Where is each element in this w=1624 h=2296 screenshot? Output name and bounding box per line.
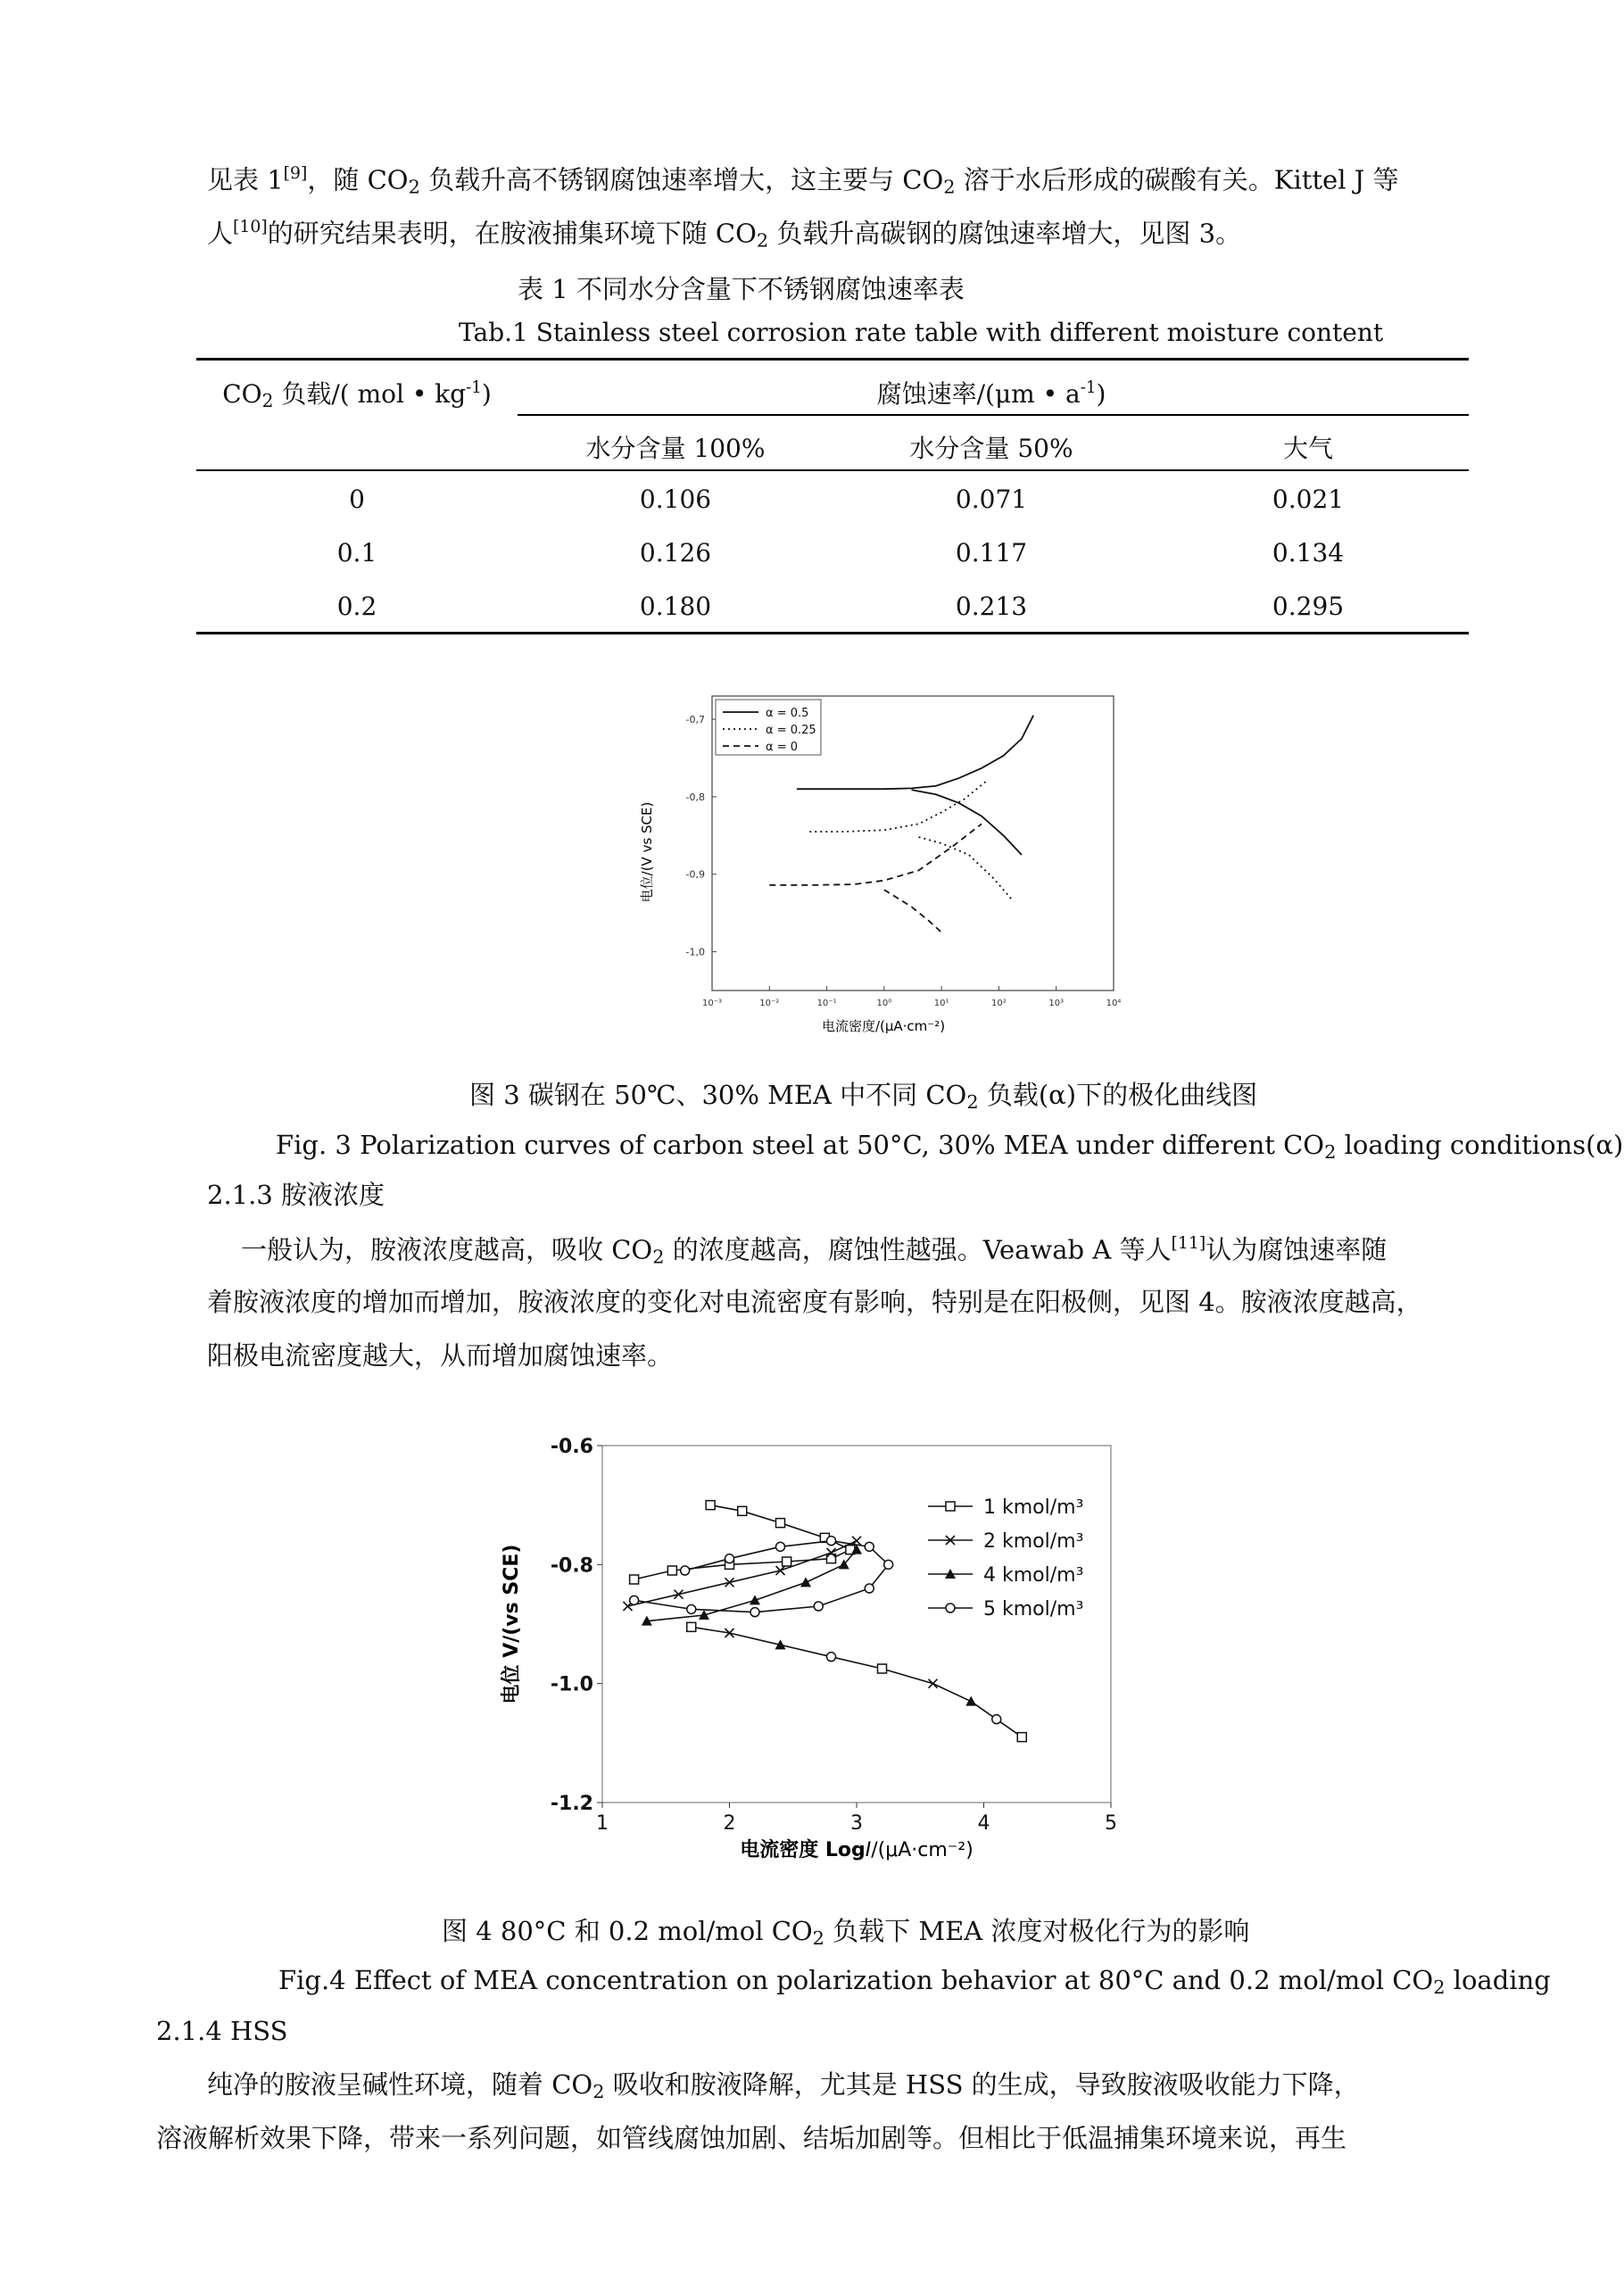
figure4-data-point: [878, 1664, 887, 1673]
figure4-legend-label: 5 kmol/m³: [983, 1598, 1084, 1620]
section-213-heading: 2.1.3 胺液浓度: [207, 1180, 385, 1210]
figure3-caption-en: Fig. 3 Polarization curves of carbon steel at 50°C, 30% MEA under different $CO_2$ loading conditions(α): [276, 1130, 1624, 1164]
figure4-x-tick-label: 5: [1105, 1812, 1117, 1835]
figure3-x-tick-label: 10⁰: [876, 999, 892, 1008]
table-top-rule: [196, 358, 1469, 361]
figure4-data-point: [929, 1679, 938, 1688]
figure3-x-tick-label: 10⁻³: [701, 999, 723, 1008]
table-subheader: 水分含量 50%: [909, 434, 1073, 463]
table-cell: 0.106: [639, 485, 712, 514]
table-cell: 0.021: [1272, 485, 1345, 514]
figure3-x-tick-label: 10⁻²: [759, 999, 780, 1008]
figure4-data-point: [992, 1715, 1001, 1724]
table-header-corrosion-rate: 腐蚀速率/(μm • $a^{-1}$): [876, 378, 1106, 409]
figure3-series-line: [912, 790, 1022, 855]
table-cell: 0: [349, 485, 365, 514]
figure4-x-tick-label: 2: [723, 1812, 736, 1835]
figure4-data-point: [667, 1566, 676, 1575]
figure4-series-line: [692, 1627, 1023, 1737]
table-cell: 0.1: [336, 538, 377, 568]
figure4-data-point: [687, 1604, 696, 1613]
figure4-x-tick-label: 4: [977, 1812, 990, 1835]
figure4-data-point: [681, 1566, 690, 1575]
figure4-data-point: [1017, 1733, 1026, 1742]
figure4-legend-label: 2 kmol/m³: [983, 1530, 1084, 1553]
figure3-x-tick-label: 10⁴: [1106, 999, 1122, 1008]
figure3-svg: [616, 687, 1124, 1044]
figure4-y-tick-label: -0.6: [550, 1436, 593, 1458]
figure4-data-point: [814, 1602, 823, 1611]
figure4-data-point: [776, 1542, 785, 1551]
figure4-legend-marker: [946, 1502, 955, 1511]
intro-line-2: 人[10]的研究结果表明，在胺液捕集环境下随 $CO_2$ 负载升高碳钢的腐蚀速率增大，见图 3。: [207, 218, 1242, 252]
figure4-data-point: [750, 1595, 760, 1604]
figure4-data-point: [706, 1501, 715, 1510]
table-cell: 0.295: [1272, 592, 1345, 621]
figure4-x-tick-label: 3: [850, 1812, 863, 1835]
figure4-data-point: [865, 1542, 874, 1551]
figure4-legend-label: 1 kmol/m³: [983, 1496, 1084, 1519]
figure3-x-axis-label: 电流密度/(μA·cm⁻²): [821, 1018, 946, 1034]
figure4-data-point: [630, 1596, 639, 1604]
figure4-data-point: [750, 1608, 759, 1617]
figure4-data-point: [827, 1653, 836, 1662]
figure4-legend-marker: [946, 1604, 955, 1612]
section-214-line-1: 纯净的胺液呈碱性环境，随着 $CO_2$ 吸收和胺液降解，尤其是 HSS 的生成，导致胺液吸收能力下降，: [207, 2069, 1360, 2103]
figure4-svg: [491, 1428, 1151, 1874]
figure3-series-line: [919, 837, 1014, 901]
figure4-data-point: [725, 1554, 734, 1563]
figure4-y-axis-label: 电位 V/(vs SCE): [501, 1544, 523, 1704]
table-bottom-rule: [196, 632, 1469, 634]
table-cell: 0.071: [955, 485, 1028, 514]
figure4-legend-label: 4 kmol/m³: [983, 1564, 1084, 1587]
figure4-y-tick-label: -1.2: [550, 1793, 593, 1815]
figure4-y-tick-label: -1.0: [550, 1673, 593, 1696]
figure3-series-line: [797, 716, 1033, 790]
figure3-y-tick-label: -1,0: [685, 946, 705, 958]
figure3-legend-label: α = 0: [766, 741, 798, 754]
figure4-data-point: [827, 1537, 836, 1546]
section-214-line-2: 溶液解析效果下降，带来一系列问题，如管线腐蚀加剧、结垢加剧等。但相比于低温捕集环境来说，再生: [156, 2123, 1347, 2153]
figure3-x-tick-label: 10²: [991, 999, 1007, 1008]
figure4-data-point: [738, 1506, 747, 1515]
figure4-x-tick-label: 1: [596, 1812, 609, 1835]
figure3-y-tick-label: -0,9: [685, 868, 705, 881]
section-214-heading: 2.1.4 HSS: [156, 2016, 288, 2046]
figure4-data-point: [687, 1622, 696, 1631]
figure3-y-tick-label: -0,7: [685, 714, 705, 726]
figure4-data-point: [865, 1584, 874, 1593]
figure4-caption-cn: 图 4 80°C 和 0.2 mol/mol $CO_2$ 负载下 MEA 浓度对极化行为的影响: [442, 1916, 1250, 1950]
figure3-x-tick-label: 10³: [1048, 999, 1065, 1008]
figure4-x-axis-label: 电流密度 LogI/(μA·cm⁻²): [740, 1839, 974, 1861]
table-subheader: 水分含量 100%: [585, 434, 766, 463]
table-cell: 0.117: [955, 538, 1028, 568]
table-subheader: 大气: [1282, 434, 1334, 463]
figure4-data-point: [630, 1575, 639, 1584]
figure4-chart: [491, 1428, 1151, 1874]
section-213-line-1: 一般认为，胺液浓度越高，吸收 $CO_2$ 的浓度越高，腐蚀性越强。Veawab A 等人[11]认为腐蚀速率随: [241, 1234, 1388, 1268]
figure4-data-point: [884, 1560, 893, 1569]
figure3-chart: [616, 687, 1124, 1044]
table1-title-cn: 表 1 不同水分含量下不锈钢腐蚀速率表: [518, 274, 965, 304]
section-213-line-2: 着胺液浓度的增加而增加，胺液浓度的变化对电流密度有影响，特别是在阳极侧，见图 4。胺液浓度越高，: [207, 1287, 1422, 1317]
figure4-data-point: [783, 1557, 791, 1566]
figure3-y-axis-label: 电位/(V vs SCE): [639, 801, 655, 903]
figure3-series-line: [884, 890, 941, 932]
figure3-y-tick-label: -0,8: [685, 791, 705, 803]
figure3-series-line: [769, 824, 982, 885]
table-group-rule: [518, 414, 1469, 416]
figure4-y-tick-label: -0.8: [550, 1554, 593, 1578]
figure3-caption-cn: 图 3 碳钢在 50℃、30% MEA 中不同 $CO_2$ 负载(α)下的极化曲线图: [469, 1080, 1258, 1114]
table-cell: 0.134: [1272, 538, 1345, 568]
table-header-rule: [196, 469, 1469, 471]
table1-title-en: Tab.1 Stainless steel corrosion rate table with different moisture content: [459, 318, 1384, 347]
figure4-data-point: [800, 1577, 811, 1587]
figure3-x-tick-label: 10¹: [933, 999, 949, 1008]
figure4-caption-en: Fig.4 Effect of MEA concentration on polarization behavior at 80°C and 0.2 mol/mol $CO_2$ loading: [278, 1965, 1551, 1999]
figure3-legend-label: α = 0.5: [766, 707, 809, 720]
table-header-co2-loading: $CO_2$ 负载/( mol • $kg^{-1}$): [222, 378, 492, 412]
table-cell: 0.180: [639, 592, 712, 621]
section-213-line-3: 阳极电流密度越大，从而增加腐蚀速率。: [207, 1340, 674, 1371]
figure4-data-point: [965, 1696, 976, 1706]
table-cell: 0.2: [336, 592, 377, 621]
figure4-data-point: [776, 1519, 785, 1528]
intro-line-1: 见表 1[9]，随 $CO_2$ 负载升高不锈钢腐蚀速率增大，这主要与 $CO_2$ 溶于水后形成的碳酸有关。Kittel J 等: [207, 164, 1399, 198]
table-cell: 0.213: [955, 592, 1028, 621]
figure3-x-tick-label: 10⁻¹: [816, 999, 837, 1008]
figure3-legend-label: α = 0.25: [766, 724, 816, 737]
table-cell: 0.126: [639, 538, 712, 568]
